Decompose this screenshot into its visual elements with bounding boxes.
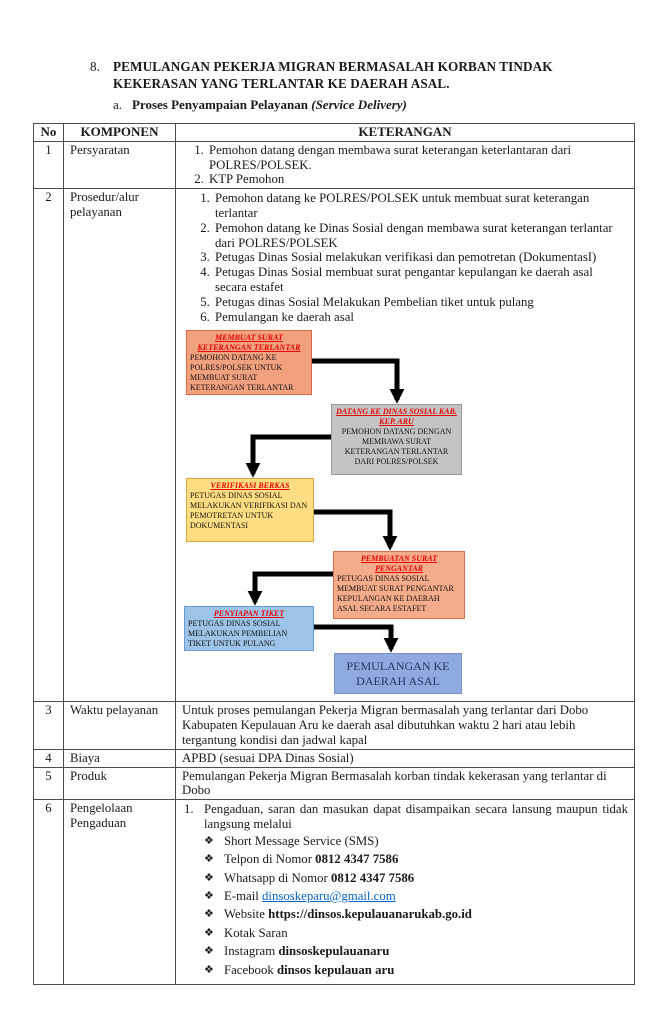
list-item: 5. Petugas dinas Sosial Melakukan Pembelian tiket untuk pulang: [213, 295, 622, 310]
row-number: 2: [34, 189, 64, 702]
table-header-row: [34, 124, 635, 142]
list-item: 1. Pemohon datang dengan membawa surat keterangan keterlantaran dari POLRES/POLSEK.: [207, 143, 628, 173]
phone-number: 0812 4347 7586: [315, 852, 399, 867]
whatsapp-number: 0812 4347 7586: [330, 870, 415, 885]
keterangan-cell: [176, 189, 635, 702]
komponen-cell: Prosedur/alur pelayanan: [64, 189, 176, 702]
website-url: https://dinsos.kepulauanarukab.go.id: [268, 907, 472, 922]
contact-channel-email: ❖ E-mail dinsoskeparu@gmail.com: [182, 887, 628, 905]
table-row-produk: [34, 767, 635, 800]
row-number: 4: [34, 749, 64, 767]
table-row-biaya: [34, 749, 635, 767]
keterangan-cell: [176, 800, 635, 985]
diamond-bullet-icon: ❖: [204, 926, 214, 939]
keterangan-cell: Pemulangan Pekerja Migran Bermasalah korban tindak kekerasan yang terlantar di Dobo: [176, 767, 635, 800]
intro-number: 1.: [184, 802, 194, 817]
prosedur-list: [188, 191, 622, 324]
table-row-prosedur: [34, 189, 635, 702]
section-number: 8.: [90, 59, 100, 74]
flowchart-box-body: PETUGAS DINAS SOSIAL MELAKUKAN VERIFIKASI DAN PEMOTRETAN UNTUK DOKUMENTASI: [190, 491, 308, 531]
header-komponen: KOMPONEN: [64, 124, 176, 142]
list-item: 4. Petugas Dinas Sosial membuat surat pengantar kepulangan ke daerah asal secara estafet: [213, 265, 622, 295]
flowchart-box-body: PETUGAS DINAS SOSIAL MEMBUAT SURAT PENGANTAR KEPULANGAN KE DAERAH ASAL SECARA ESTAFET: [337, 574, 454, 614]
komponen-cell: Produk: [64, 767, 176, 800]
flowchart-box-title: DATANG KE DINAS SOSIAL KAB. KEP. ARU: [336, 407, 457, 427]
flowchart-box-pemulangan: [334, 653, 462, 694]
sub-heading-title: Proses Penyampaian Pelayanan: [132, 97, 312, 112]
section-title: PEMULANGAN PEKERJA MIGRAN BERMASALAH KORBAN TINDAK KEKERASAN YANG TERLANTAR KE DAERAH ASAL.: [113, 59, 553, 91]
contact-channel-whatsapp: ❖ Whatsapp di Nomor 0812 4347 7586: [182, 869, 628, 887]
header-keterangan: KETERANGAN: [176, 124, 635, 142]
flowchart-box-body: PEMOHON DATANG DENGAN MEMBAWA SURAT KETERANGAN TERLANTAR DARI POLRES/POLSEK: [341, 427, 452, 467]
contact-channel-sms: ❖ Short Message Service (SMS): [182, 832, 628, 850]
komponen-cell: Pengelolaan Pengaduan: [64, 800, 176, 985]
sub-heading: [113, 96, 667, 113]
row-number: 5: [34, 767, 64, 800]
diamond-bullet-icon: ❖: [204, 853, 214, 866]
keterangan-cell: [176, 141, 635, 188]
komponen-cell: Waktu pelayanan: [64, 702, 176, 749]
komponen-cell: Persyaratan: [64, 141, 176, 188]
list-item: 2. KTP Pemohon: [207, 172, 628, 187]
header-no: No: [34, 124, 64, 142]
list-item: 1. Pemohon datang ke POLRES/POLSEK untuk membuat surat keterangan terlantar: [213, 191, 622, 221]
list-item: 2. Pemohon datang ke Dinas Sosial dengan membawa surat keterangan terlantar dari POLRES/POLSEK: [213, 221, 622, 251]
sub-heading-italic: (Service Delivery): [311, 97, 407, 112]
contact-channel-website: ❖ Website https://dinsos.kepulauanarukab.go.id: [182, 905, 628, 923]
flowchart-box-penyiapan-tiket: [184, 606, 314, 651]
flowchart-box-membuat-surat: [186, 330, 312, 395]
diamond-bullet-icon: ❖: [204, 963, 214, 976]
flowchart-box-title: VERIFIKASI BERKAS: [210, 481, 290, 491]
instagram-handle: dinsoskepulauanaru: [278, 944, 390, 959]
diamond-bullet-icon: ❖: [204, 945, 214, 958]
flowchart-box-pembuatan-surat: [333, 551, 465, 619]
flowchart-box-title: PEMBUATAN SURAT PENGANTAR: [360, 554, 438, 574]
table-row-pengaduan: [34, 800, 635, 985]
contact-channel-instagram: ❖ Instagram dinsoskepulauanaru: [182, 942, 628, 960]
section-heading: [90, 58, 667, 92]
table-row-waktu: [34, 702, 635, 749]
contact-channel-kotak-saran: ❖ Kotak Saran: [182, 924, 628, 942]
sub-heading-letter: a.: [113, 97, 123, 112]
diamond-bullet-icon: ❖: [204, 889, 214, 902]
email-link[interactable]: dinsoskeparu@gmail.com: [262, 888, 396, 903]
flowchart-box-verifikasi: [186, 478, 314, 542]
persyaratan-list: [182, 143, 628, 187]
facebook-handle: dinsos kepulauan aru: [276, 962, 395, 977]
list-item: 3. Petugas Dinas Sosial melakukan verifikasi dan pemotretan (DokumentasI): [213, 250, 622, 265]
row-number: 6: [34, 800, 64, 985]
pengaduan-intro: 1. Pengaduan, saran dan masukan dapat disampaikan secara lansung maupun tidak langsung melalui: [184, 802, 628, 831]
flowchart-box-body: PEMOHON DATANG KE POLRES/POLSEK UNTUK MEMBUAT SURAT KETERANGAN TERLANTAR: [190, 353, 294, 393]
flowchart-box-title: MEMBUAT SURAT KETERANGAN TERLANTAR: [197, 333, 301, 353]
diamond-bullet-icon: ❖: [204, 871, 214, 884]
contact-channel-facebook: ❖ Facebook dinsos kepulauan aru: [182, 961, 628, 979]
flowchart: [182, 326, 641, 700]
list-item: 6. Pemulangan ke daerah asal: [213, 310, 622, 325]
flowchart-box-body: PEMULANGAN KE DAERAH ASAL: [346, 658, 450, 688]
row-number: 1: [34, 141, 64, 188]
flowchart-box-datang-dinsos: [331, 404, 462, 475]
service-table: [33, 123, 635, 985]
table-row-persyaratan: [34, 141, 635, 188]
diamond-bullet-icon: ❖: [204, 908, 214, 921]
contact-channel-phone: ❖ Telpon di Nomor 0812 4347 7586: [182, 850, 628, 868]
komponen-cell: Biaya: [64, 749, 176, 767]
flowchart-box-body: PETUGAS DINAS SOSIAL MELAKUKAN PEMBELIAN TIKET UNTUK PULANG: [188, 619, 288, 649]
flowchart-box-title: PENYIAPAN TIKET: [213, 609, 285, 619]
keterangan-cell: Untuk proses pemulangan Pekerja Migran bermasalah yang terlantar dari Dobo Kabupaten Kepulauan Aru ke daerah asal dibutuhkan waktu 2 hari atau lebih tergantung kondisi dan jadwal kapal: [176, 702, 635, 749]
diamond-bullet-icon: ❖: [204, 834, 214, 847]
row-number: 3: [34, 702, 64, 749]
keterangan-cell: APBD (sesuai DPA Dinas Sosial): [176, 749, 635, 767]
